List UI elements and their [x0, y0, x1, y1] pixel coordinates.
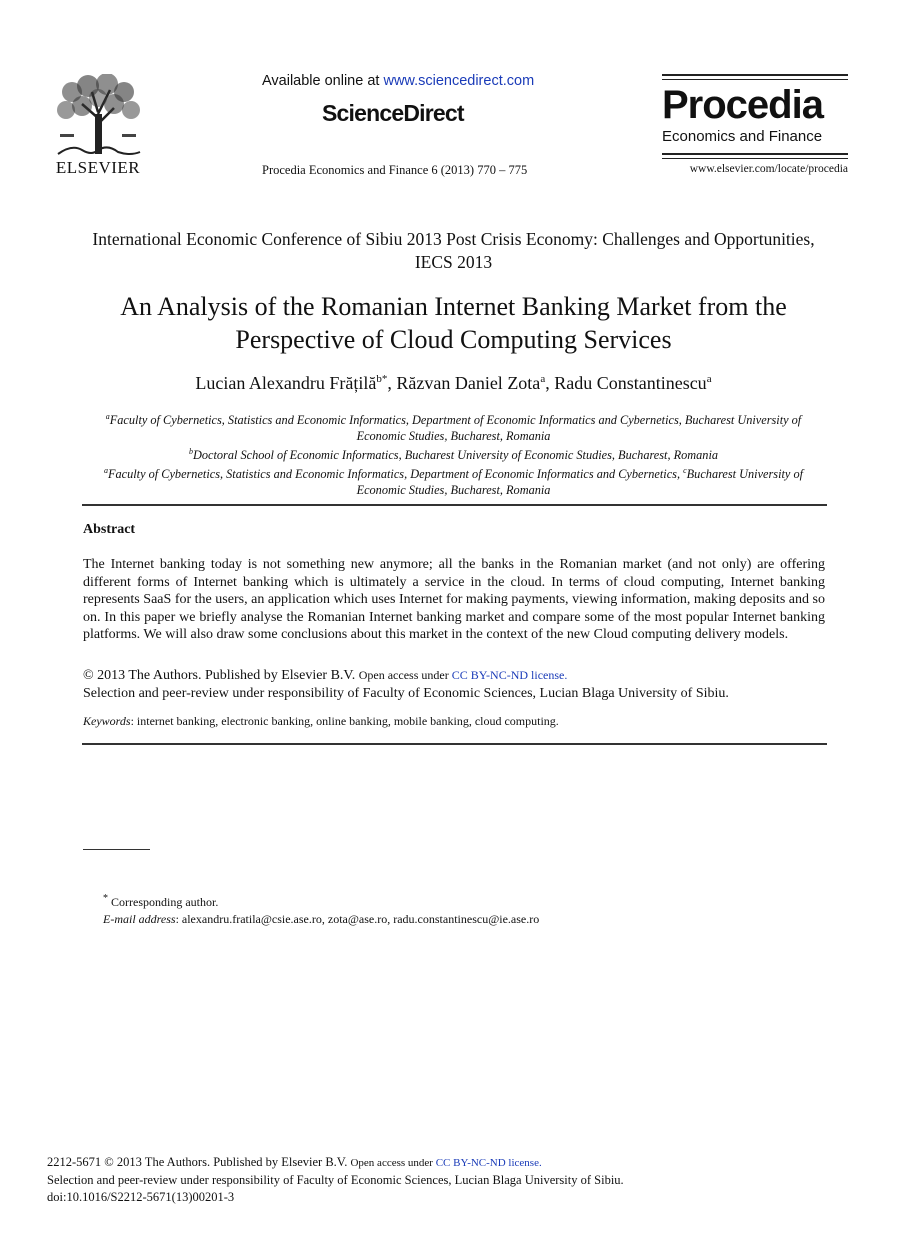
- footnote-rule: [83, 849, 150, 850]
- peer-review-line: Selection and peer-review under responsibility of Faculty of Economic Sciences, Lucian Blaga University of Sibiu.: [83, 685, 729, 701]
- footer-copyright-line: [47, 1154, 624, 1172]
- abstract-heading: Abstract: [83, 522, 136, 537]
- affiliation-marker: a: [103, 466, 108, 476]
- copyright-block: [83, 667, 729, 702]
- sciencedirect-link[interactable]: www.sciencedirect.com: [383, 73, 535, 89]
- affiliation: [80, 409, 827, 444]
- footer-copyright-text: 2212-5671 © 2013 The Authors. Published by Elsevier B.V.: [47, 1155, 351, 1169]
- affiliation-text: Faculty of Cybernetics, Statistics and Economic Informatics, Department of Economic Informatics and Cybernetics,: [107, 467, 684, 482]
- author-separator: ,: [387, 373, 397, 393]
- footer-open-access-label: Open access under: [350, 1157, 436, 1169]
- footnote-marker: *: [103, 893, 108, 904]
- footer-peer-review-line: Selection and peer-review under responsibility of Faculty of Economic Sciences, Lucian Blaga University of Sibiu.: [47, 1173, 624, 1187]
- affiliation-marker: c: [683, 466, 687, 476]
- footnote: [103, 890, 539, 928]
- available-online-label: Available online at: [262, 73, 384, 89]
- procedia-logo: [662, 74, 848, 175]
- author-name: Răzvan Daniel Zota: [396, 373, 541, 393]
- procedia-subtitle: Economics and Finance: [662, 128, 823, 145]
- copyright-text: © 2013 The Authors. Published by Elsevier B.V.: [83, 668, 359, 683]
- author-affiliation-marker: a: [706, 373, 712, 385]
- footer-license-link[interactable]: CC BY-NC-ND license.: [435, 1157, 542, 1169]
- procedia-title: Procedia: [662, 83, 823, 127]
- author-name: Radu Constantinescu: [554, 373, 707, 393]
- author-list: [60, 373, 847, 394]
- journal-reference: Procedia Economics and Finance 6 (2013) 770 – 775: [262, 163, 528, 177]
- procedia-top-rule-thin: [662, 79, 848, 80]
- page-footer: [47, 1154, 624, 1206]
- affiliation-marker: b: [188, 447, 193, 457]
- sciencedirect-logo: ScienceDirect: [322, 100, 464, 126]
- corresponding-author-note: [103, 890, 539, 911]
- abstract-body: The Internet banking today is not something new anymore; all the banks in the Romanian market (and not only) are offering different forms of Internet banking which is ultimately a service in the cloud. In terms of cloud computing, Internet banking represents SaaS for the users, an application which uses Internet for making payments, viewing information, making deposits and so on. In this paper we briefly analyse the Romanian Internet banking market and compare some of the most popular Internet banking platforms. We will also draw some conclusions about this market in the context of the new Cloud computing delivery models.: [83, 557, 825, 642]
- abstract-top-rule: [82, 504, 827, 506]
- affiliation: [80, 444, 827, 463]
- email-label: E-mail address: [103, 912, 176, 926]
- keywords-text: : internet banking, electronic banking, online banking, mobile banking, cloud computing.: [130, 714, 559, 728]
- conference-name: International Economic Conference of Sibiu 2013 Post Crisis Economy: Challenges and Opportunities, IECS 2013: [92, 229, 815, 272]
- email-note: [103, 911, 539, 928]
- affiliations: [80, 409, 827, 498]
- elsevier-wordmark: ELSEVIER: [55, 158, 141, 177]
- open-access-label: Open access under: [358, 668, 452, 682]
- corresponding-author-text: Corresponding author.: [108, 895, 219, 909]
- procedia-url[interactable]: www.elsevier.com/locate/procedia: [689, 163, 848, 175]
- affiliation-text: Faculty of Cybernetics, Statistics and Economic Informatics, Department of Economic Informatics and Cybernetics, Bucharest University of Economic Studies, Bucharest, Romania: [109, 413, 802, 444]
- author-affiliation-marker: a: [540, 373, 546, 385]
- footer-doi: doi:10.1016/S2212-5671(13)00201-3: [47, 1190, 235, 1204]
- author-separator: ,: [545, 373, 555, 393]
- copyright-line: [83, 667, 729, 685]
- affiliation-text: Doctoral School of Economic Informatics, Bucharest University of Economic Studies, Bucharest, Romania: [192, 448, 719, 463]
- elsevier-logo: [50, 74, 146, 178]
- affiliation: [80, 463, 827, 498]
- procedia-bottom-rule-thin: [662, 158, 848, 159]
- author-name: Lucian Alexandru Frățilă: [195, 373, 377, 393]
- paper-title: An Analysis of the Romanian Internet Banking Market from the Perspective of Cloud Computing Services: [120, 292, 787, 354]
- procedia-top-rule: [662, 74, 848, 76]
- elsevier-tree-icon: [52, 74, 144, 158]
- procedia-bottom-rule: [662, 153, 848, 155]
- affiliation-marker: a: [105, 412, 110, 421]
- author-affiliation-marker: b*: [376, 373, 388, 385]
- abstract-bottom-rule: [82, 743, 827, 745]
- available-online-line: [262, 73, 534, 89]
- affiliation-text: Bucharest University of Economic Studies, Bucharest, Romania: [356, 467, 804, 498]
- license-link[interactable]: CC BY-NC-ND license.: [451, 668, 568, 682]
- email-addresses: : alexandru.fratila@csie.ase.ro, zota@ase.ro, radu.constantinescu@ie.ase.ro: [175, 912, 540, 926]
- keywords-line: [83, 714, 559, 729]
- keywords-label: Keywords: [83, 714, 131, 728]
